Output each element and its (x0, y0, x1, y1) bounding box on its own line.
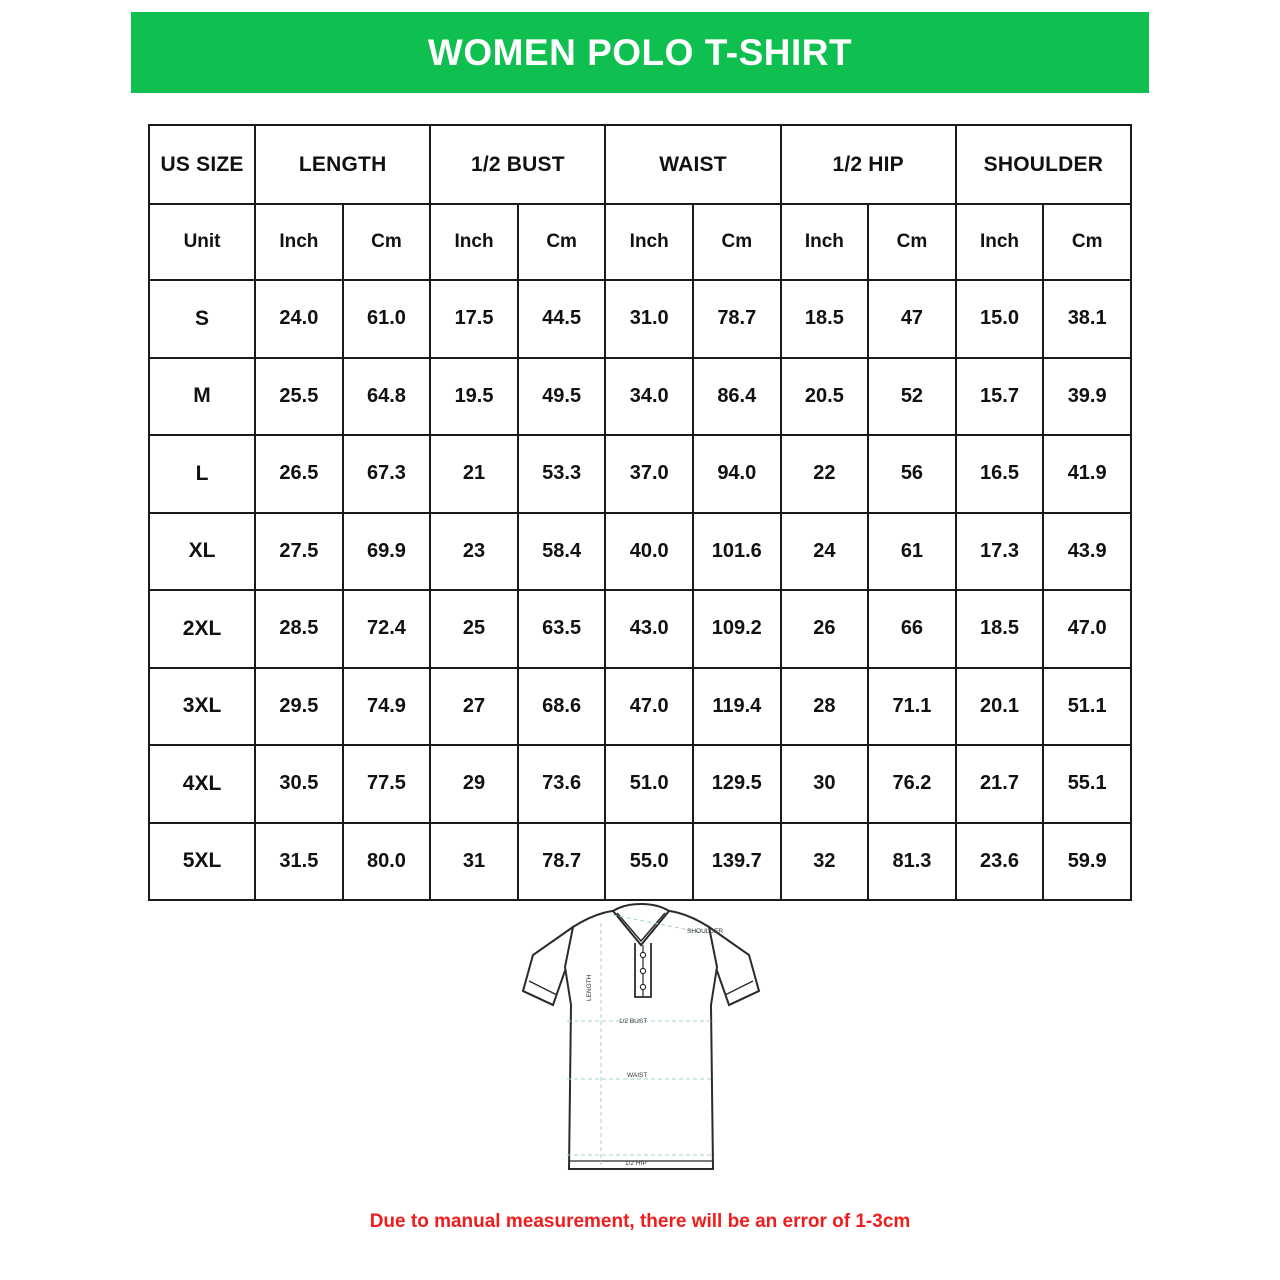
cell: 94.0 (693, 435, 781, 513)
illustration-label-shoulder: SHOULDER (687, 928, 724, 935)
cell: 25 (430, 590, 518, 668)
table-row (149, 435, 1131, 513)
polo-shirt-illustration (505, 893, 777, 1183)
cell: 63.5 (518, 590, 606, 668)
cell: 22 (781, 435, 869, 513)
column-group-length: LENGTH (255, 125, 430, 204)
cell: 30 (781, 745, 869, 823)
column-header-us-size: US SIZE (149, 125, 255, 204)
cell: 61.0 (343, 280, 431, 358)
cell: 59.9 (1043, 823, 1131, 901)
table-row (149, 745, 1131, 823)
cell: 20.5 (781, 358, 869, 436)
cell: 64.8 (343, 358, 431, 436)
cell: 71.1 (868, 668, 956, 746)
illustration-label-half-hip: 1/2 HIP (625, 1160, 647, 1167)
unit-waist-inch: Inch (605, 204, 693, 280)
cell: 51.0 (605, 745, 693, 823)
cell: 24 (781, 513, 869, 591)
cell: 67.3 (343, 435, 431, 513)
cell: 139.7 (693, 823, 781, 901)
cell: 86.4 (693, 358, 781, 436)
unit-length-inch: Inch (255, 204, 343, 280)
cell: 27 (430, 668, 518, 746)
cell: 31.5 (255, 823, 343, 901)
cell: 41.9 (1043, 435, 1131, 513)
cell: 20.1 (956, 668, 1044, 746)
cell: 38.1 (1043, 280, 1131, 358)
cell: 18.5 (781, 280, 869, 358)
cell: 52 (868, 358, 956, 436)
cell: 21 (430, 435, 518, 513)
cell: 17.5 (430, 280, 518, 358)
cell: 43.9 (1043, 513, 1131, 591)
cell: 30.5 (255, 745, 343, 823)
column-group-waist: WAIST (605, 125, 780, 204)
cell: 34.0 (605, 358, 693, 436)
cell: 78.7 (518, 823, 606, 901)
cell: 21.7 (956, 745, 1044, 823)
size-table (148, 124, 1132, 901)
illustration-label-half-bust: 1/2 BUST (619, 1018, 648, 1025)
cell: 15.7 (956, 358, 1044, 436)
cell: 68.6 (518, 668, 606, 746)
cell: 101.6 (693, 513, 781, 591)
cell: 47.0 (1043, 590, 1131, 668)
illustration-label-length: LENGTH (586, 974, 593, 1001)
measurement-disclaimer: Due to manual measurement, there will be an error of 1-3cm (369, 1211, 911, 1232)
page-title: WOMEN POLO T-SHIRT (427, 32, 853, 73)
column-group-half-bust: 1/2 BUST (430, 125, 605, 204)
unit-shoulder-inch: Inch (956, 204, 1044, 280)
cell: 23.6 (956, 823, 1044, 901)
cell: 55.0 (605, 823, 693, 901)
cell: 74.9 (343, 668, 431, 746)
cell: 69.9 (343, 513, 431, 591)
row-size-label: 3XL (149, 668, 255, 746)
row-size-label: M (149, 358, 255, 436)
cell: 29 (430, 745, 518, 823)
cell: 31 (430, 823, 518, 901)
table-unit-row (149, 204, 1131, 280)
cell: 28 (781, 668, 869, 746)
cell: 29.5 (255, 668, 343, 746)
cell: 28.5 (255, 590, 343, 668)
table-row (149, 513, 1131, 591)
cell: 47 (868, 280, 956, 358)
row-size-label: 4XL (149, 745, 255, 823)
cell: 78.7 (693, 280, 781, 358)
row-size-label: XL (149, 513, 255, 591)
cell: 16.5 (956, 435, 1044, 513)
row-size-label: 5XL (149, 823, 255, 901)
table-row (149, 590, 1131, 668)
cell: 15.0 (956, 280, 1044, 358)
table-row (149, 668, 1131, 746)
cell: 25.5 (255, 358, 343, 436)
cell: 44.5 (518, 280, 606, 358)
unit-waist-cm: Cm (693, 204, 781, 280)
row-size-label: S (149, 280, 255, 358)
cell: 61 (868, 513, 956, 591)
cell: 31.0 (605, 280, 693, 358)
table-row (149, 280, 1131, 358)
unit-half-bust-cm: Cm (518, 204, 606, 280)
unit-length-cm: Cm (343, 204, 431, 280)
cell: 77.5 (343, 745, 431, 823)
table-group-header-row (149, 125, 1131, 204)
header-banner (131, 12, 1149, 93)
unit-half-bust-inch: Inch (430, 204, 518, 280)
cell: 26 (781, 590, 869, 668)
cell: 80.0 (343, 823, 431, 901)
unit-shoulder-cm: Cm (1043, 204, 1131, 280)
cell: 26.5 (255, 435, 343, 513)
table-row (149, 823, 1131, 901)
unit-label: Unit (149, 204, 255, 280)
cell: 47.0 (605, 668, 693, 746)
cell: 32 (781, 823, 869, 901)
cell: 129.5 (693, 745, 781, 823)
cell: 72.4 (343, 590, 431, 668)
unit-half-hip-cm: Cm (868, 204, 956, 280)
cell: 40.0 (605, 513, 693, 591)
cell: 39.9 (1043, 358, 1131, 436)
cell: 55.1 (1043, 745, 1131, 823)
cell: 76.2 (868, 745, 956, 823)
cell: 119.4 (693, 668, 781, 746)
column-group-shoulder: SHOULDER (956, 125, 1131, 204)
row-size-label: 2XL (149, 590, 255, 668)
cell: 109.2 (693, 590, 781, 668)
cell: 17.3 (956, 513, 1044, 591)
cell: 51.1 (1043, 668, 1131, 746)
cell: 56 (868, 435, 956, 513)
cell: 19.5 (430, 358, 518, 436)
cell: 58.4 (518, 513, 606, 591)
column-group-half-hip: 1/2 HIP (781, 125, 956, 204)
cell: 27.5 (255, 513, 343, 591)
cell: 24.0 (255, 280, 343, 358)
cell: 23 (430, 513, 518, 591)
unit-half-hip-inch: Inch (781, 204, 869, 280)
size-table-container (148, 124, 1132, 901)
cell: 81.3 (868, 823, 956, 901)
cell: 37.0 (605, 435, 693, 513)
table-row (149, 358, 1131, 436)
row-size-label: L (149, 435, 255, 513)
illustration-label-waist: WAIST (627, 1072, 648, 1079)
cell: 73.6 (518, 745, 606, 823)
cell: 43.0 (605, 590, 693, 668)
cell: 49.5 (518, 358, 606, 436)
cell: 66 (868, 590, 956, 668)
cell: 53.3 (518, 435, 606, 513)
cell: 18.5 (956, 590, 1044, 668)
